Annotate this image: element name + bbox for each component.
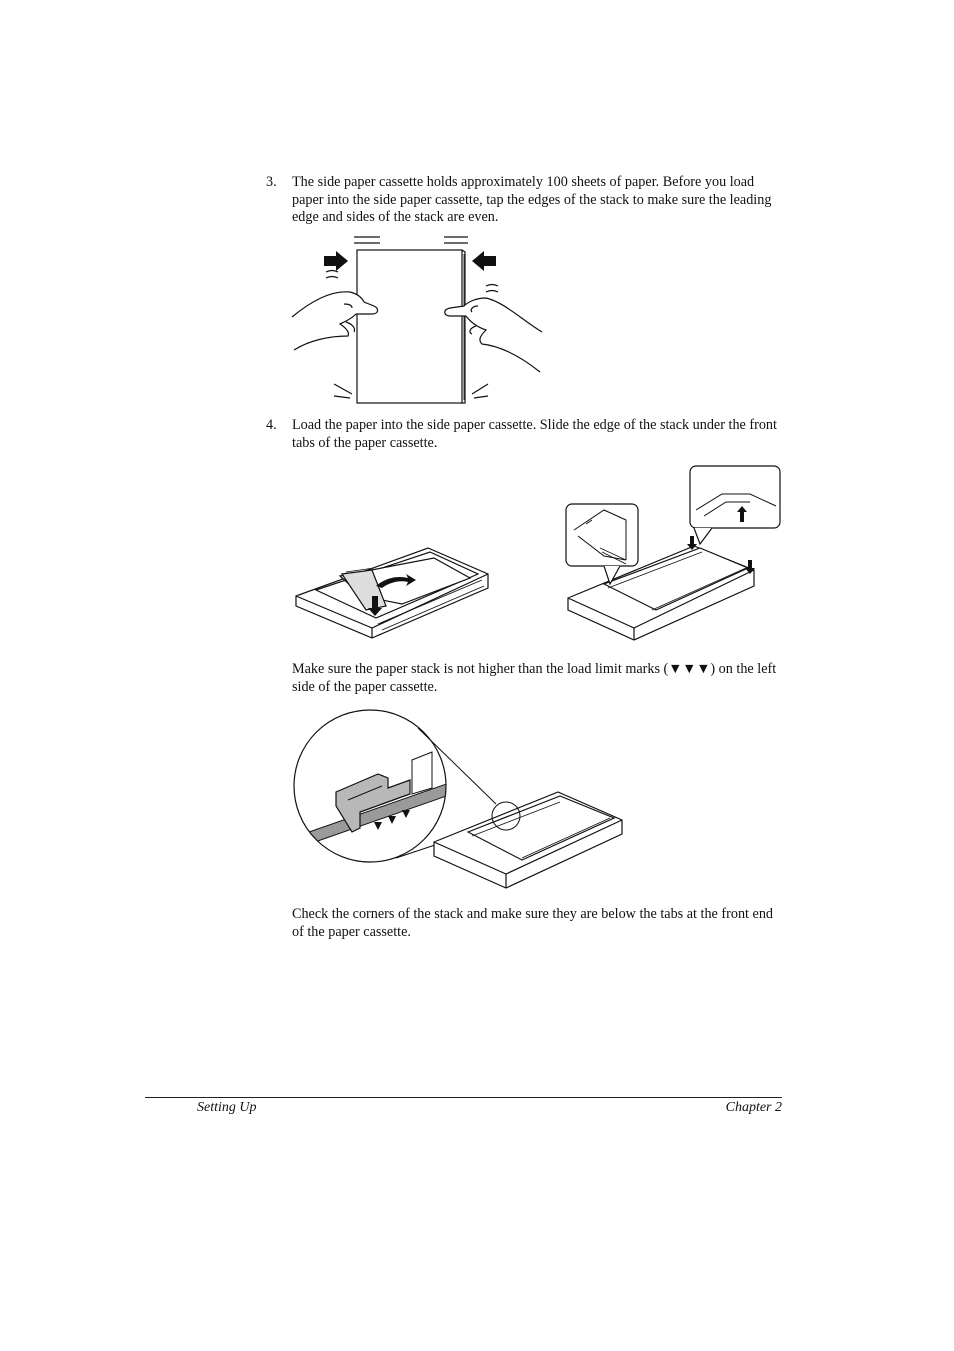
step-text: Load the paper into the side paper cassette. Slide the edge of the stack under the front tabs of the paper cassette. bbox=[292, 417, 777, 451]
step-text: The side paper cassette holds approximately 100 sheets of paper. Before you load paper into the side paper cassette, tap the edges of the stack to make sure the leading edge and sides of the stack are even. bbox=[292, 174, 772, 225]
load-paper-cassette-illustration bbox=[292, 540, 498, 652]
step-number: 3. bbox=[266, 174, 277, 190]
step-number: 4. bbox=[266, 417, 277, 433]
load-limit-note: Make sure the paper stack is not higher than the load limit marks (▼▼▼) on the left side of the paper cassette. bbox=[292, 661, 777, 695]
footer-section-title: Setting Up bbox=[197, 1100, 257, 1115]
cassette-tabs-inset-illustration bbox=[564, 464, 782, 646]
corners-note: Check the corners of the stack and make sure they are below the tabs at the front end of the paper cassette. bbox=[292, 906, 774, 940]
load-limit-marks-illustration bbox=[292, 708, 628, 894]
footer-rule bbox=[145, 1097, 782, 1098]
footer-chapter: Chapter 2 bbox=[725, 1100, 782, 1115]
tap-paper-stack-illustration bbox=[290, 232, 546, 408]
